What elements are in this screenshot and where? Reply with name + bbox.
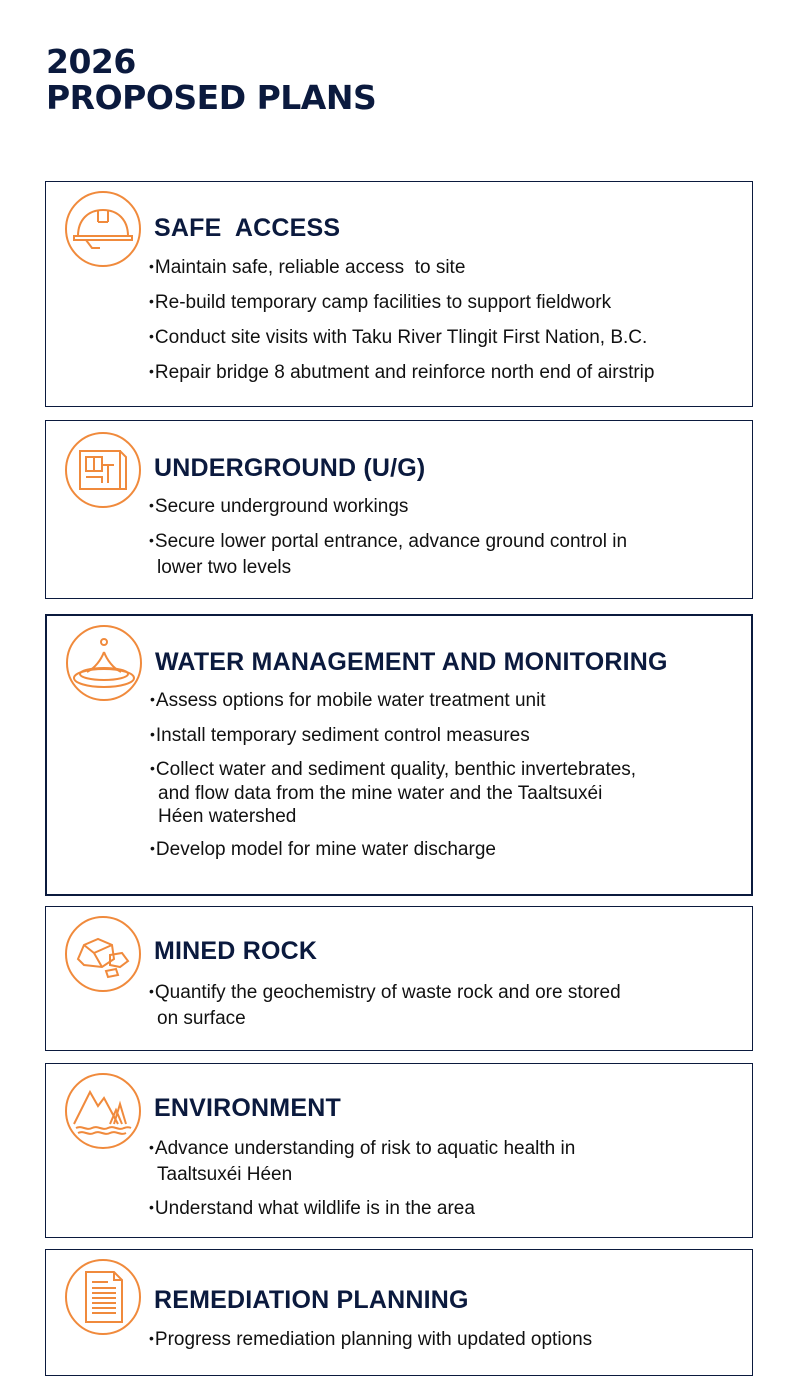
list-item: • Repair bridge 8 abutment and reinforce north end of airstrip bbox=[148, 360, 654, 386]
mined-rock-card bbox=[45, 906, 753, 1051]
remediation-planning-card bbox=[45, 1249, 753, 1376]
list-item: • Re-build temporary camp facilities to support fieldwork bbox=[148, 290, 654, 316]
safe-access-title: SAFE ACCESS bbox=[154, 214, 341, 242]
water-drop-icon bbox=[65, 624, 143, 702]
rocks-icon bbox=[64, 915, 142, 993]
page-title bbox=[46, 44, 376, 116]
list-item: • Quantify the geochemistry of waste rock and ore stored on surface bbox=[148, 980, 621, 1031]
list-item: • Understand what wildlife is in the area bbox=[148, 1196, 575, 1222]
safe-access-list bbox=[148, 255, 654, 395]
list-item: • Install temporary sediment control measures bbox=[149, 723, 636, 749]
underground-list bbox=[148, 494, 627, 589]
safe-access-card bbox=[45, 181, 753, 407]
water-management-title: WATER MANAGEMENT AND MONITORING bbox=[155, 648, 668, 676]
mined-rock-list bbox=[148, 980, 621, 1040]
list-item: • Progress remediation planning with updated options bbox=[148, 1327, 592, 1353]
environment-card bbox=[45, 1063, 753, 1238]
list-item: • Secure underground workings bbox=[148, 494, 627, 520]
water-management-list bbox=[149, 688, 636, 872]
water-management-card bbox=[45, 614, 753, 896]
document-icon bbox=[64, 1258, 142, 1336]
underground-card bbox=[45, 420, 753, 599]
hard-hat-icon bbox=[64, 190, 142, 268]
list-item: • Assess options for mobile water treatment unit bbox=[149, 688, 636, 714]
list-item: • Collect water and sediment quality, benthic invertebrates, and flow data from the mine water and the Taaltsuxéi Héen watershed bbox=[149, 758, 636, 828]
list-item: • Maintain safe, reliable access to site bbox=[148, 255, 654, 281]
underground-title: UNDERGROUND (U/G) bbox=[154, 454, 426, 482]
list-item: • Develop model for mine water discharge bbox=[149, 837, 636, 863]
mined-rock-title: MINED ROCK bbox=[154, 937, 318, 965]
title-text: PROPOSED PLANS bbox=[46, 78, 377, 117]
remediation-planning-list bbox=[148, 1327, 592, 1362]
title-year: 2026 bbox=[46, 42, 136, 81]
environment-title: ENVIRONMENT bbox=[154, 1094, 341, 1122]
environment-list bbox=[148, 1136, 575, 1231]
list-item: • Secure lower portal entrance, advance ground control in lower two levels bbox=[148, 529, 627, 580]
mountains-icon bbox=[64, 1072, 142, 1150]
list-item: • Advance understanding of risk to aquatic health in Taaltsuxéi Héen bbox=[148, 1136, 575, 1187]
blueprint-icon bbox=[64, 431, 142, 509]
list-item: • Conduct site visits with Taku River Tlingit First Nation, B.C. bbox=[148, 325, 654, 351]
remediation-planning-title: REMEDIATION PLANNING bbox=[154, 1286, 469, 1314]
